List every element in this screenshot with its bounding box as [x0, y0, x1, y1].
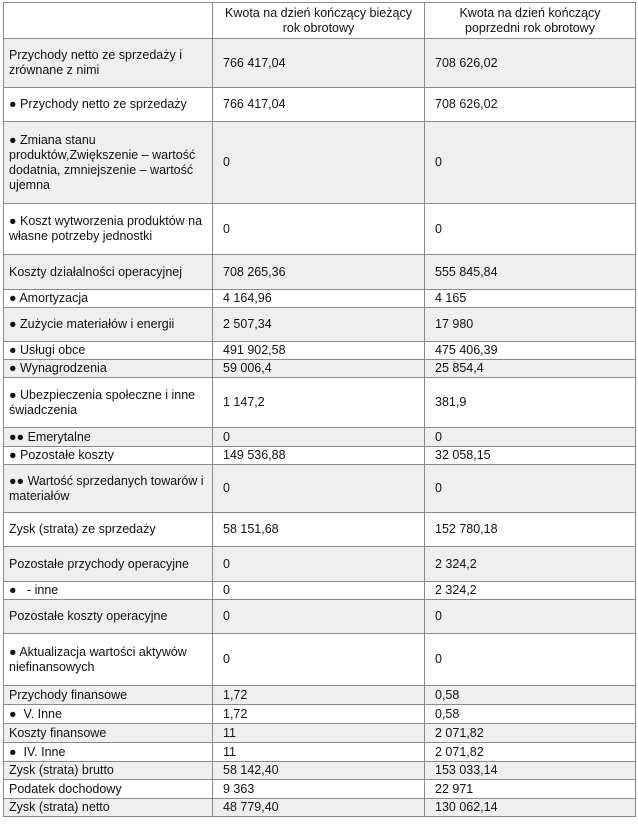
row-label: ● Amortyzacja — [4, 290, 213, 308]
row-current-value: 766 417,04 — [213, 39, 425, 88]
row-label: Zysk (strata) ze sprzedaży — [4, 513, 213, 547]
row-previous-value: 0,58 — [425, 705, 636, 724]
table-row — [4, 122, 636, 204]
header-current-year: Kwota na dzień kończący bieżący rok obrotowy — [213, 3, 425, 39]
row-previous-value: 0 — [425, 600, 636, 634]
row-label: Podatek dochodowy — [4, 780, 213, 799]
row-previous-value: 0 — [425, 465, 636, 513]
header-previous-year: Kwota na dzień kończący poprzedni rok obrotowy — [425, 3, 636, 39]
table-row — [4, 743, 636, 762]
row-current-value: 0 — [213, 600, 425, 634]
row-previous-value: 2 324,2 — [425, 582, 636, 600]
table-row — [4, 39, 636, 88]
row-label: Przychody netto ze sprzedaży i zrównane z nimi — [4, 39, 213, 88]
row-current-value: 0 — [213, 428, 425, 447]
table-row — [4, 513, 636, 547]
row-current-value: 2 507,34 — [213, 308, 425, 342]
row-previous-value: 0 — [425, 122, 636, 204]
row-current-value: 491 902,58 — [213, 342, 425, 360]
row-current-value: 149 536,88 — [213, 447, 425, 465]
row-label: ● IV. Inne — [4, 743, 213, 762]
row-current-value: 0 — [213, 582, 425, 600]
table-row — [4, 686, 636, 705]
row-current-value: 4 164,96 — [213, 290, 425, 308]
row-previous-value: 381,9 — [425, 378, 636, 428]
row-current-value: 708 265,36 — [213, 255, 425, 290]
table-row — [4, 547, 636, 582]
row-previous-value: 708 626,02 — [425, 88, 636, 122]
row-current-value: 766 417,04 — [213, 88, 425, 122]
row-label: Przychody finansowe — [4, 686, 213, 705]
table-row — [4, 705, 636, 724]
row-previous-value: 2 071,82 — [425, 743, 636, 762]
table-row — [4, 342, 636, 360]
table-row — [4, 762, 636, 780]
row-label: ● Koszt wytworzenia produktów na własne potrzeby jednostki — [4, 204, 213, 255]
income-statement-table — [3, 2, 636, 817]
table-row — [4, 465, 636, 513]
row-previous-value: 17 980 — [425, 308, 636, 342]
row-previous-value: 22 971 — [425, 780, 636, 799]
row-current-value: 1 147,2 — [213, 378, 425, 428]
table-row — [4, 428, 636, 447]
row-previous-value: 0,58 — [425, 686, 636, 705]
table-row — [4, 378, 636, 428]
row-previous-value: 475 406,39 — [425, 342, 636, 360]
table-row — [4, 724, 636, 743]
row-current-value: 0 — [213, 634, 425, 686]
row-current-value: 9 363 — [213, 780, 425, 799]
row-current-value: 0 — [213, 547, 425, 582]
row-label: Zysk (strata) netto — [4, 799, 213, 817]
row-label: ● Pozostałe koszty — [4, 447, 213, 465]
table-row — [4, 360, 636, 378]
row-current-value: 11 — [213, 724, 425, 743]
table-row — [4, 600, 636, 634]
table-row — [4, 204, 636, 255]
row-previous-value: 0 — [425, 204, 636, 255]
row-label: ● Aktualizacja wartości aktywów niefinansowych — [4, 634, 213, 686]
row-label: ● - inne — [4, 582, 213, 600]
table-row — [4, 780, 636, 799]
row-current-value: 59 006,4 — [213, 360, 425, 378]
table-row — [4, 290, 636, 308]
row-label: ● Przychody netto ze sprzedaży — [4, 88, 213, 122]
row-previous-value: 0 — [425, 634, 636, 686]
table-row — [4, 799, 636, 817]
table-row — [4, 88, 636, 122]
row-label: ● Usługi obce — [4, 342, 213, 360]
row-previous-value: 25 854,4 — [425, 360, 636, 378]
row-label: ● Ubezpieczenia społeczne i inne świadczenia — [4, 378, 213, 428]
row-previous-value: 4 165 — [425, 290, 636, 308]
row-label: ● Wynagrodzenia — [4, 360, 213, 378]
row-current-value: 11 — [213, 743, 425, 762]
row-current-value: 0 — [213, 122, 425, 204]
row-previous-value: 153 033,14 — [425, 762, 636, 780]
row-current-value: 58 142,40 — [213, 762, 425, 780]
table-row — [4, 308, 636, 342]
row-current-value: 0 — [213, 465, 425, 513]
row-previous-value: 152 780,18 — [425, 513, 636, 547]
row-current-value: 1,72 — [213, 705, 425, 724]
row-label: Zysk (strata) brutto — [4, 762, 213, 780]
row-previous-value: 555 845,84 — [425, 255, 636, 290]
row-previous-value: 130 062,14 — [425, 799, 636, 817]
header-label-column — [4, 3, 213, 39]
row-previous-value: 708 626,02 — [425, 39, 636, 88]
row-label: ● Zużycie materiałów i energii — [4, 308, 213, 342]
header-row — [4, 3, 636, 39]
row-label: ●● Wartość sprzedanych towarów i materiałów — [4, 465, 213, 513]
row-current-value: 0 — [213, 204, 425, 255]
row-previous-value: 2 324,2 — [425, 547, 636, 582]
row-label: ●● Emerytalne — [4, 428, 213, 447]
row-label: Pozostałe przychody operacyjne — [4, 547, 213, 582]
row-previous-value: 2 071,82 — [425, 724, 636, 743]
row-previous-value: 32 058,15 — [425, 447, 636, 465]
row-label: Koszty finansowe — [4, 724, 213, 743]
row-label: ● V. Inne — [4, 705, 213, 724]
table-row — [4, 582, 636, 600]
row-current-value: 58 151,68 — [213, 513, 425, 547]
row-previous-value: 0 — [425, 428, 636, 447]
row-label: Koszty działalności operacyjnej — [4, 255, 213, 290]
row-current-value: 48 779,40 — [213, 799, 425, 817]
row-current-value: 1,72 — [213, 686, 425, 705]
row-label: Pozostałe koszty operacyjne — [4, 600, 213, 634]
row-label: ● Zmiana stanu produktów,Zwiększenie – wartość dodatnia, zmniejszenie – wartość ujemna — [4, 122, 213, 204]
table-row — [4, 447, 636, 465]
table-row — [4, 255, 636, 290]
table-row — [4, 634, 636, 686]
